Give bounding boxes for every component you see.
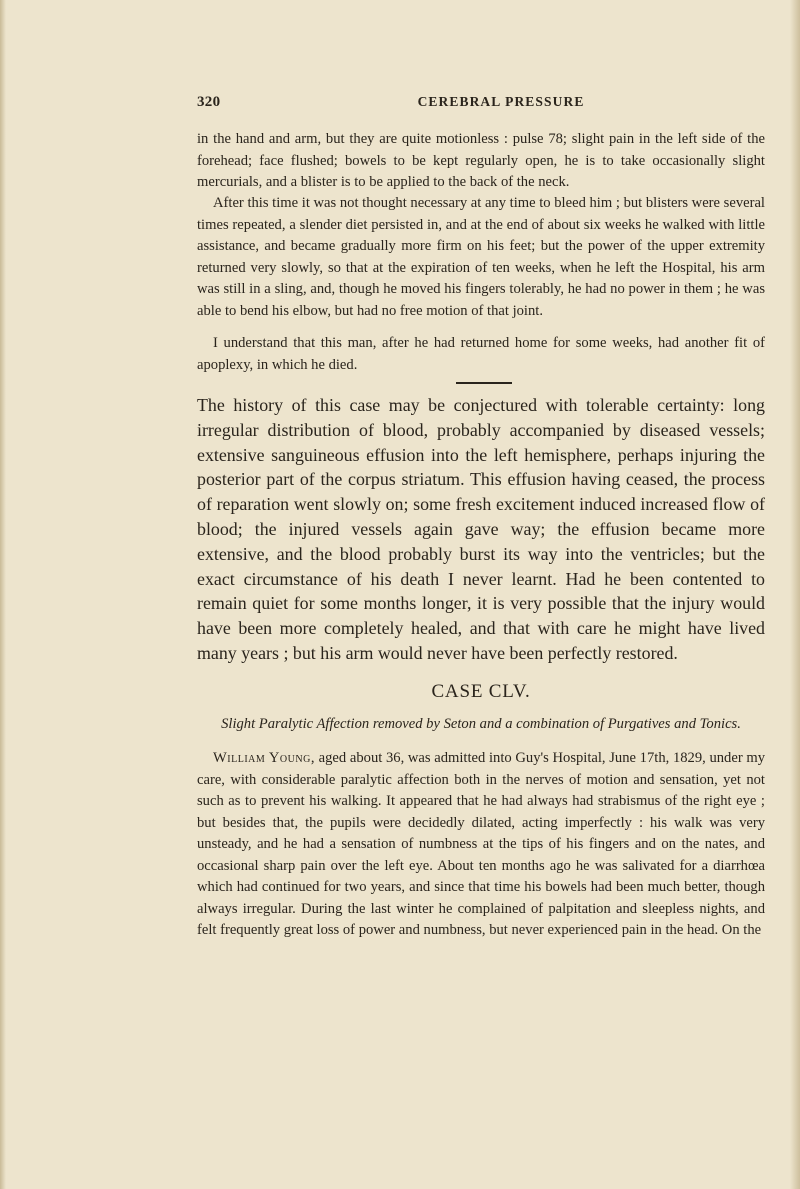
section-divider [456, 382, 512, 384]
commentary-paragraph: The history of this case may be conjectured with tolerable certainty: long irregular distribution of blood, probably accompanied by diseased vessels; extensive sanguineous effusion into the left hemisphere, perhaps injuring the posterior part of the corpus striatum. This effusion having ceased, the process of reparation went slowly on; some fresh excitement induced increased flow of blood; the injured vessels again gave way; the effusion became more extensive, and the blood probably burst its way into the ventricles; but the exact circumstance of his death I never learnt. Had he been contented to remain quiet for some months longer, it is very possible that the injury would have been more completely healed, and that with care he might have lived many years ; but his arm would never have been perfectly restored. [197, 395, 765, 663]
case-paragraph [197, 748, 765, 942]
case-title: CASE CLV. [431, 681, 531, 702]
paragraph-outcome: I understand that this man, after he had returned home for some weeks, had another fit of apoplexy, in which he died. [197, 335, 765, 373]
page-number: 320 [197, 94, 221, 110]
page-header [197, 94, 765, 116]
running-head: CEREBRAL PRESSURE [417, 94, 585, 109]
patient-name: William Young, [213, 750, 315, 766]
paragraph-treatment: After this time it was not thought necessary at any time to bleed him ; but blisters were several times repeated, a slender diet persisted in, and at the end of about six weeks he walked with little assistance, and became gradually more firm on his feet; but the power of the upper extremity returned very slowly, so that at the expiration of ten weeks, when he left the Hospital, his arm was still in a sling, and, though he moved his fingers tolerably, he had no power in them ; he was able to bend his elbow, but had no free motion of that joint. [197, 195, 765, 319]
case-body: aged about 36, was admitted into Guy's Hospital, June 17th, 1829, under my care, with considerable paralytic affection both in the nerves of motion and sensation, yet not such as to prevent his walking. It appeared that he had always had strabismus of the right eye ; but besides that, the pupils were decidedly dilated, acting imperfectly : his walk was very unsteady, and he had a sensation of numbness at the tips of his fingers and on the nates, and occasional sharp pain over the left eye. About ten months ago he was salivated for a diarrhœa which had continued for two years, and since that time his bowels had been much better, though always irregular. During the last winter he complained of palpitation and sleepless nights, and felt frequently great loss of power and numbness, but never experienced pain in the head. On the [197, 750, 765, 938]
page-edge-left [0, 0, 6, 1189]
paragraph-continuation: in the hand and arm, but they are quite motionless : pulse 78; slight pain in the left side of the forehead; face flushed; bowels to be kept regularly open, he is to take occasionally slight mercurials, and a blister is to be applied to the back of the neck. [197, 131, 765, 190]
page-edge-right [790, 0, 800, 1189]
case-subtitle: Slight Paralytic Affection removed by Seton and a combination of Purgatives and Tonics. [221, 716, 741, 732]
